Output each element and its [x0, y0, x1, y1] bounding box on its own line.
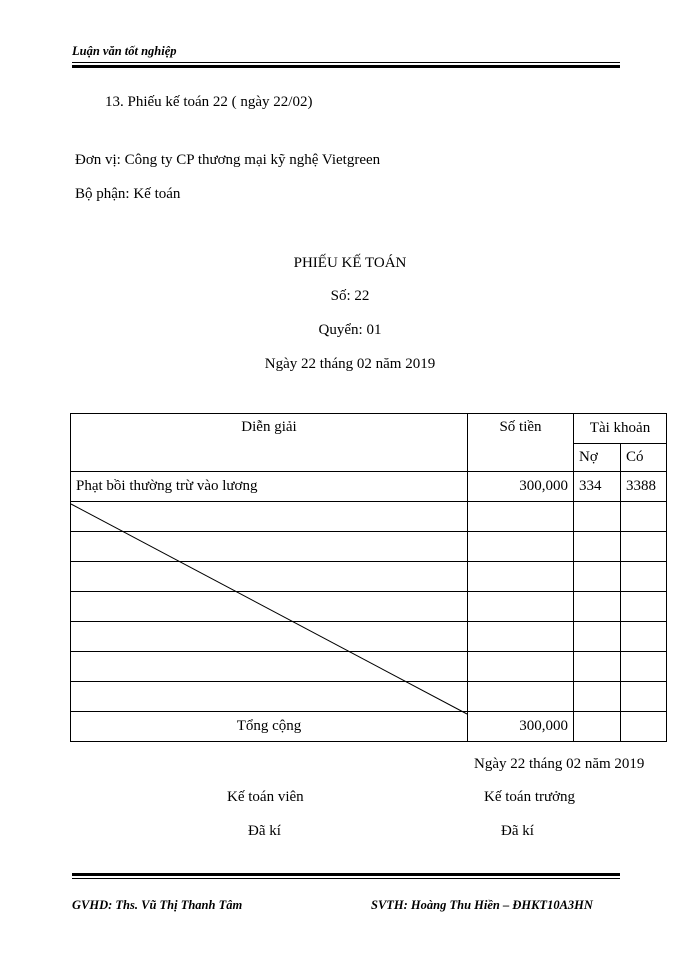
running-header: Luận văn tốt nghiệp — [72, 44, 177, 58]
row-credit: 3388 — [621, 472, 667, 502]
total-row — [71, 712, 667, 742]
cancel-diagonal-line — [70, 503, 470, 715]
unit-line: Đơn vị: Công ty CP thương mại kỹ nghệ Vietgreen — [75, 152, 381, 168]
footer-student: SVTH: Hoàng Thu Hiền – ĐHKT10A3HN — [371, 898, 593, 912]
total-amount: 300,000 — [468, 712, 574, 742]
chief-signed-status: Đã kí — [501, 823, 534, 839]
row-amount: 300,000 — [468, 472, 574, 502]
total-label: Tổng cộng — [71, 712, 468, 742]
accountant-signed-status: Đã kí — [248, 823, 281, 839]
accountant-title: Kế toán viên — [227, 789, 304, 805]
department-line: Bộ phận: Kế toán — [75, 186, 181, 202]
table-row — [71, 472, 667, 502]
header-debit: Nợ — [574, 444, 621, 472]
header-amount: Số tiền — [468, 414, 574, 472]
footer-supervisor: GVHD: Ths. Vũ Thị Thanh Tâm — [72, 898, 243, 912]
signature-date: Ngày 22 tháng 02 năm 2019 — [474, 756, 645, 772]
header-account: Tài khoản — [574, 414, 667, 444]
header-rule-thick — [72, 65, 620, 68]
footer-rule-thin — [72, 878, 620, 879]
table-header-row — [71, 414, 667, 444]
row-debit: 334 — [574, 472, 621, 502]
voucher-book: Quyển: 01 — [318, 322, 382, 338]
voucher-date: Ngày 22 tháng 02 năm 2019 — [264, 356, 436, 372]
header-rule-thin — [72, 62, 620, 63]
chief-accountant-title: Kế toán trưởng — [484, 789, 576, 805]
section-heading: 13. Phiếu kế toán 22 ( ngày 22/02) — [105, 94, 313, 110]
voucher-number: Số: 22 — [330, 288, 370, 304]
header-credit: Có — [621, 444, 667, 472]
voucher-title: PHIẾU KẾ TOÁN — [293, 255, 407, 271]
footer-rule-thick — [72, 873, 620, 876]
row-description: Phạt bồi thường trừ vào lương — [71, 472, 468, 502]
header-description: Diễn giải — [71, 414, 468, 472]
